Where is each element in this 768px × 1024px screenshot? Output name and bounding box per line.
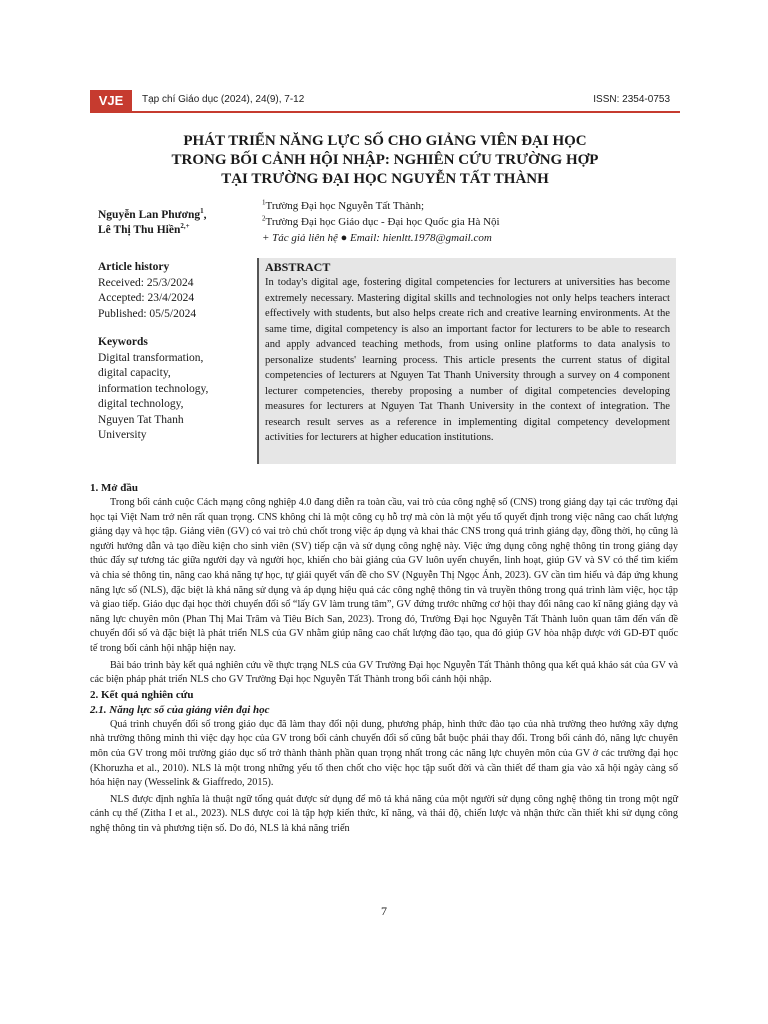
article-title (90, 132, 680, 189)
article-meta-column (98, 260, 248, 444)
page-number: 7 (381, 904, 387, 918)
journal-citation: Tạp chí Giáo dục (2024), 24(9), 7-12 (142, 94, 305, 105)
keywords-heading: Keywords (98, 336, 148, 348)
keyword-line: University (98, 429, 147, 441)
accepted-date: Accepted: 23/4/2024 (98, 292, 195, 304)
journal-logo: VJE (90, 90, 132, 112)
received-date: Received: 25/3/2024 (98, 276, 194, 289)
abstract-box (257, 258, 676, 464)
affiliations (262, 198, 500, 246)
section-heading: 1. Mở đầu (90, 482, 138, 494)
author-list (98, 208, 206, 238)
affiliation: $^2$Trường Đại học Giáo dục - Đại học Quốc gia Hà Nội (262, 214, 500, 228)
subsection-heading: 2.1. Năng lực số của giảng viên đại học (90, 703, 270, 716)
abstract-heading: ABSTRACT (265, 260, 331, 274)
paragraph: Trong bối cảnh cuộc Cách mạng công nghiệp 4.0 đang diễn ra toàn cầu, vai trò của công nghệ số (CNS) trong giảng dạy tại các trường đại học tại Việt Nam trở nên rất quan trọng. CNS không chỉ là một công cụ hỗ trợ mà còn là một yếu tố quyết định trong việc nâng cao chất lượng giảng dạy và học tập. Giảng viên (GV) có vai trò chủ chốt trong việc áp dụng và khai thác CNS trong quá trình giảng dạy, đồng thời, họ cũng là người hướng dẫn và tạo điều kiện cho sinh viên (SV) tiếp cận và sử dụng công nghệ này. Việc ứng dụng công nghệ thông tin trong giảng dạy thúc đẩy sự tương tác giữa người dạy và người học, khiến cho bài giảng của GV luôn uyển chuyển, linh hoạt, giúp GV và SV có thể tìm kiếm và chia sẻ thông tin, nâng cao khả năng tự học, tự giải quyết vấn đề cho SV (Nguyễn Thị Ngọc Ánh, 2023). GV cần tìm hiểu và đáp ứng khung năng lực số (NLS), đặc biệt là khả năng sử dụng và áp dụng hiệu quả các công nghệ thông tin và truyền thông trong quá trình làm việc, học tập và giao tiếp. Giáo dục đại học thời chuyển đổi số “lấy GV làm trung tâm”, GV đứng trước những cơ hội thay đổi nâng cao kĩ năng giảng dạy và năng lực chuyên môn (Phan Thị Mai Trâm và Tiêu Bích San, 2023). Trong đó, Trường Đại học Nguyễn Tất Thành luôn quan tâm đến vấn đề chuyển đổi số và đặc biệt là phát triển NLS của GV nhằm giúp nâng cao chất lượng đào tạo, qua đó giúp GV hòa nhập được với GD-ĐT quốc tế trong bối cảnh hội nhập hiện nay. (90, 497, 678, 654)
author: Lê Thị Thu Hiền$^{2,+}$ (98, 222, 190, 236)
keyword-line: digital technology, (98, 398, 184, 410)
abstract-text: In today's digital age, fostering digital competencies for lecturers at universities has become extremely necessary. Mastering digital skills and technologies not only helps teachers interact effectively with students, but also helps create rich and creative learning environments. At the same time, digital competency is also an important factor for lecturers to be able to research and apply advanced teaching methods, from using online platforms to data analysis to personalize students' learning process. This article presents the current status of digital competencies of lecturers at Nguyen Tat Thanh University through a survey on 4 component lecturer competencies, thereby proposing a number of digital competencies developing measures for lecturers at Nguyen Tat Thanh University in the context of integration. The research result serves as a reference in implementing digital competency development activities for lecturers at higher education institutions. (265, 277, 670, 443)
author: Nguyễn Lan Phương$^1$, (98, 207, 207, 221)
keyword-line: Nguyen Tat Thanh (98, 413, 184, 426)
section-heading: 2. Kết quả nghiên cứu (90, 688, 194, 701)
keyword-line: digital capacity, (98, 367, 171, 379)
keyword-line: Digital transformation, (98, 351, 204, 364)
issn: ISSN: 2354-0753 (593, 94, 670, 105)
title-line: TRONG BỐI CẢNH HỘI NHẬP: NGHIÊN CỨU TRƯỜNG HỢP (171, 152, 599, 168)
header-rule (90, 111, 680, 113)
affiliation: $^1$Trường Đại học Nguyễn Tất Thành; (262, 198, 425, 212)
paragraph: Bài báo trình bày kết quả nghiên cứu về thực trạng NLS của GV Trường Đại học Nguyễn Tất Thành thông qua kết quả khảo sát của GV và các biện pháp phát triển NLS cho GV Trường Đại học Nguyễn Tất Thành trong bối cảnh hội nhập. (90, 659, 678, 686)
article-body (90, 481, 678, 836)
journal-header (90, 90, 680, 112)
published-date: Published: 05/5/2024 (98, 307, 197, 320)
article-history-heading: Article history (98, 261, 170, 273)
paragraph: Quá trình chuyển đổi số trong giáo dục đã làm thay đổi nội dung, phương pháp, hình thức đào tạo của nhà trường theo hướng xây dựng nhà trường thông minh thì việc dạy học của GV trong bối cảnh chuyển đổi số cũng bắt buộc phải thay đổi. Trong bối cảnh đó, năng lực chuyên môn của GV trong môi trường giáo dục số trở thành thành phần quan trọng nhất trong các năng lực chuyên môn của GV ở các trường đại học (Khoruzha et al., 2010). NLS là một trong những yếu tố then chốt cho việc học tập suốt đời và cần thiết để tham gia vào xã hội ngày càng số hóa hiện nay (Wesselink & Giaffredo, 2015). (90, 718, 678, 789)
keyword-line: information technology, (98, 382, 209, 395)
paragraph: NLS được định nghĩa là thuật ngữ tổng quát được sử dụng để mô tả khả năng của một người sử dụng công nghệ thông tin trong một ngữ cảnh cụ thể (Zitha I et al., 2023). NLS được coi là tập hợp kiến thức, kĩ năng, và thái độ, chiến lược và nhận thức cần thiết khi sử dụng công nghệ thông tin và phương tiện số. Do đó, NLS là khả năng triển (90, 793, 678, 834)
contact-email: + Tác giả liên hệ ● Email: hienltt.1978@gmail.com (262, 232, 492, 244)
title-line: PHÁT TRIỂN NĂNG LỰC SỐ CHO GIẢNG VIÊN ĐẠI HỌC (183, 133, 587, 149)
title-line: TẠI TRƯỜNG ĐẠI HỌC NGUYỄN TẤT THÀNH (221, 171, 549, 187)
